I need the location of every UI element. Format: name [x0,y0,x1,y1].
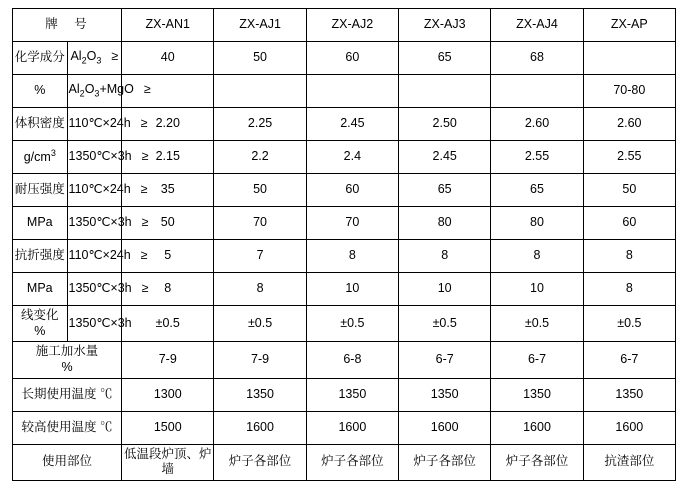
table-row [13,240,676,273]
table-row [13,141,676,174]
cell-value: 1350 [583,378,675,411]
cell-value: ±0.5 [399,306,491,342]
row-label-1350c-3h: 1350℃×3h [67,306,122,342]
cell-value: ±0.5 [306,306,398,342]
row-label-long-term-temp: 长期使用温度 ℃ [13,378,122,411]
header-grade-4: ZX-AJ3 [399,9,491,42]
cell-value: 1500 [122,411,214,444]
cell-value: 80 [491,207,583,240]
table-row [13,108,676,141]
refractory-spec-table [12,8,676,481]
cell-value: 65 [399,174,491,207]
cell-value: 6-7 [583,342,675,378]
cell-value: 6-7 [399,342,491,378]
table-row [13,378,676,411]
header-grade-3: ZX-AJ2 [306,9,398,42]
cell-value: ±0.5 [122,306,214,342]
cell-value: 65 [491,174,583,207]
header-grade-2: ZX-AJ1 [214,9,306,42]
cell-value: 35 [122,174,214,207]
cell-value: 7-9 [214,342,306,378]
cell-value: 5 [122,240,214,273]
cell-value: 2.20 [122,108,214,141]
cell-value: 抗渣部位 [583,444,675,480]
cell-value: 2.55 [583,141,675,174]
cell-value: 炉子各部位 [491,444,583,480]
row-label-max-temp: 较高使用温度 ℃ [13,411,122,444]
cell-value: 60 [306,42,398,75]
row-label-1350c-3h: 1350℃×3h ≥ [67,207,122,240]
cell-value: 70 [214,207,306,240]
cell-value [583,42,675,75]
cell-value: 7 [214,240,306,273]
cell-value: 2.45 [399,141,491,174]
table-row [13,342,676,378]
cell-value: 2.15 [122,141,214,174]
cell-value: 50 [214,42,306,75]
cell-value: 炉子各部位 [399,444,491,480]
table-row [13,207,676,240]
header-grade-label: 牌 号 [13,9,122,42]
cell-value: 8 [583,240,675,273]
cell-value: 2.4 [306,141,398,174]
cell-value: 60 [583,207,675,240]
cell-value: 1600 [306,411,398,444]
cell-value: 2.60 [583,108,675,141]
cell-value: 50 [122,207,214,240]
cell-value: 1600 [214,411,306,444]
cell-value: 1600 [399,411,491,444]
cell-value [491,75,583,108]
row-group-flexural-strength: 抗折强度 [13,240,68,273]
table-row [13,411,676,444]
row-label-linear-change: 线变化 % [13,306,68,342]
header-grade-6: ZX-AP [583,9,675,42]
cell-value: 2.25 [214,108,306,141]
table-row [13,306,676,342]
header-grade-1: ZX-AN1 [122,9,214,42]
header-grade-5: ZX-AJ4 [491,9,583,42]
cell-value [306,75,398,108]
cell-value: 1350 [306,378,398,411]
row-group-flexural-strength-unit: MPa [13,273,68,306]
table-row [13,42,676,75]
cell-value: 2.55 [491,141,583,174]
row-group-bulk-density-unit: $g/cm^3$ [13,141,68,174]
cell-value: 10 [399,273,491,306]
table-row [13,273,676,306]
cell-value: 1350 [491,378,583,411]
cell-value: 40 [122,42,214,75]
row-label-1350c-3h: 1350℃×3h ≥ [67,141,122,174]
row-label-110c-24h: 110℃×24h ≥ [67,108,122,141]
row-group-chemical-unit: % [13,75,68,108]
cell-value: 6-7 [491,342,583,378]
cell-value: 8 [491,240,583,273]
cell-value: 1600 [491,411,583,444]
cell-value: 2.45 [306,108,398,141]
row-label-1350c-3h: 1350℃×3h ≥ [67,273,122,306]
table-row [13,174,676,207]
row-label-al2o3-mgo: $Al_2O_3+MgO$ ≥ [67,75,122,108]
cell-value: 60 [306,174,398,207]
row-label-110c-24h: 110℃×24h ≥ [67,174,122,207]
cell-value: 8 [122,273,214,306]
cell-value: 1600 [583,411,675,444]
cell-value: 10 [306,273,398,306]
cell-value: 炉子各部位 [214,444,306,480]
table-row [13,444,676,480]
table-header-row [13,9,676,42]
cell-value: 7-9 [122,342,214,378]
cell-value: 8 [399,240,491,273]
cell-value: 50 [583,174,675,207]
cell-value: 炉子各部位 [306,444,398,480]
cell-value: ±0.5 [583,306,675,342]
row-group-compressive-strength: 耐压强度 [13,174,68,207]
cell-value [122,75,214,108]
cell-value: 2.2 [214,141,306,174]
cell-value: 50 [214,174,306,207]
cell-value: 6-8 [306,342,398,378]
row-label-water-addition: 施工加水量 % [13,342,122,378]
row-group-compressive-strength-unit: MPa [13,207,68,240]
cell-value: 10 [491,273,583,306]
cell-value: ±0.5 [214,306,306,342]
cell-value: 1300 [122,378,214,411]
cell-value: 70 [306,207,398,240]
row-group-chemical: 化学成分 [13,42,68,75]
spec-table-container [12,8,676,481]
cell-value: 低温段炉顶、炉墙 [122,444,214,480]
row-label-al2o3: $Al_2O_3$ ≥ [67,42,122,75]
cell-value: 1350 [214,378,306,411]
cell-value: 8 [306,240,398,273]
cell-value: 2.60 [491,108,583,141]
cell-value: 8 [583,273,675,306]
cell-value [399,75,491,108]
row-label-110c-24h: 110℃×24h ≥ [67,240,122,273]
cell-value: 2.50 [399,108,491,141]
cell-value: ±0.5 [491,306,583,342]
cell-value: 65 [399,42,491,75]
table-row [13,75,676,108]
row-group-bulk-density: 体积密度 [13,108,68,141]
cell-value: 1350 [399,378,491,411]
cell-value: 70-80 [583,75,675,108]
row-label-application: 使用部位 [13,444,122,480]
cell-value [214,75,306,108]
cell-value: 68 [491,42,583,75]
cell-value: 8 [214,273,306,306]
cell-value: 80 [399,207,491,240]
